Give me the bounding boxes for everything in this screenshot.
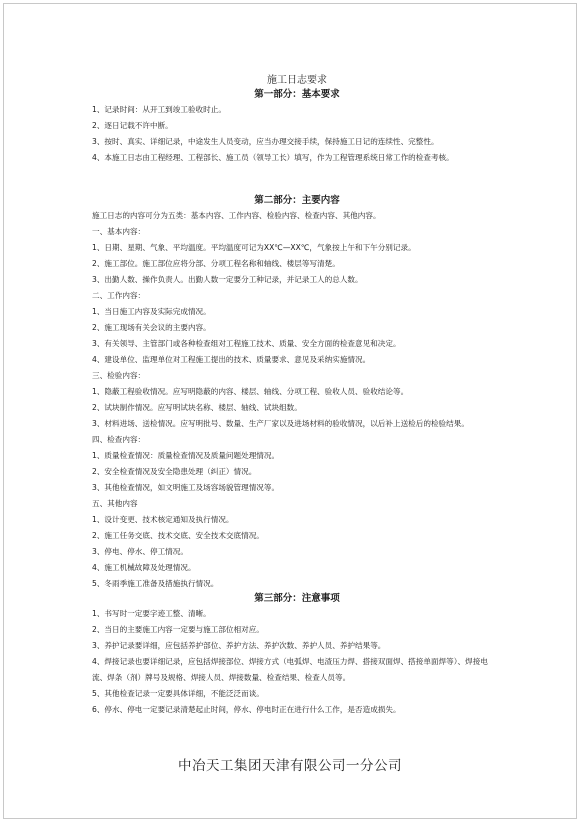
part2-line: 1、质量检查情况：质量检查情况及质量问题处理情况。 (92, 451, 280, 460)
part2-line: 施工日志的内容可分为五类：基本内容、工作内容、检验内容、检查内容、其他内容。 (92, 211, 381, 220)
part2-line: 1、隐蔽工程验收情况。应写明隐蔽的内容、楼层、轴线、分项工程、验收人员、验收结论等。 (92, 387, 409, 396)
part2-line: 3、出勤人数、操作负责人。出勤人数一定要分工种记录，并记录工人的总人数。 (92, 275, 363, 284)
part2-heading: 第二部分：主要内容 (254, 195, 340, 206)
part2-list (92, 208, 502, 592)
part2-line: 1、当日施工内容及实际完成情况。 (92, 307, 211, 316)
part2-line: 2、试块制作情况。应写明试块名称、楼层、轴线、试块组数。 (92, 403, 302, 412)
part1-line: 3、按时、真实、详细记录，中途发生人员变动，应当办理交接手续，保持施工日记的连续性、完整性。 (92, 137, 439, 146)
part1-list (92, 102, 502, 166)
part1-line: 2、逐日记载不许中断。 (92, 121, 173, 130)
part2-line: 一、基本内容： (92, 227, 146, 236)
document-body (92, 74, 502, 718)
part2-line: 4、建设单位、监理单位对工程施工提出的技术、质量要求、意见及采纳实施情况。 (92, 355, 371, 364)
document-page (3, 3, 577, 819)
part2-line: 2、施工部位。施工部位应将分部、分项工程名称和轴线、楼层等写清楚。 (92, 259, 340, 268)
part3-line: 2、当日的主要施工内容一定要与施工部位相对应。 (92, 625, 264, 634)
part2-line: 2、安全检查情况及安全隐患处理（纠正）情况。 (92, 467, 257, 476)
part3-line: 3、养护记录要详细，应包括养护部位、养护方法、养护次数、养护人员、养护结果等。 (92, 641, 386, 650)
part2-line: 3、材料进场、送检情况。应写明批号、数量、生产厂家以及进场材料的验收情况，以后补上送检后的检验结果。 (92, 419, 469, 428)
part2-line: 四、检查内容： (92, 435, 146, 444)
part1-line: 1、记录时间：从开工到竣工验收时止。 (92, 105, 226, 114)
part3-line: 4、焊接记录也要详细记录，应包括焊接部位、焊接方式（电弧焊、电渣压力焊、搭接双面焊、搭接单面焊等）、焊接电流、焊条（剂）牌号及规格、焊接人员、焊接数量、检查结果、检查人员等。 (92, 657, 488, 682)
part2-line: 二、工作内容： (92, 291, 146, 300)
part3-line: 1、书写时一定要字迹工整、清晰。 (92, 609, 211, 618)
company-footer: 中冶天工集团天津有限公司一分公司 (178, 758, 402, 774)
part1-heading: 第一部分：基本要求 (254, 89, 340, 100)
part2-line: 4、施工机械故障及处理情况。 (92, 563, 196, 572)
part2-line: 2、施工任务交底、技术交底、安全技术交底情况。 (92, 531, 264, 540)
part2-line: 五、其他内容 (92, 499, 138, 508)
part2-line: 三、检验内容： (92, 371, 146, 380)
part2-line: 5、冬雨季施工准备及措施执行情况。 (92, 579, 219, 588)
part2-line: 3、其他检查情况，如文明施工及场容场貌管理情况等。 (92, 483, 280, 492)
part2-line: 2、施工现场有关会议的主要内容。 (92, 323, 211, 332)
part2-line: 3、停电、停水、停工情况。 (92, 547, 188, 556)
part3-line: 5、其他检查记录一定要具体详细，不能泛泛而谈。 (92, 689, 264, 698)
part3-line: 6、停水、停电一定要记录清楚起止时间，停水、停电时正在进行什么工作，是否造成损失。 (92, 705, 401, 714)
part2-line: 1、设计变更、技术核定通知及执行情况。 (92, 515, 234, 524)
section-gap (92, 166, 502, 194)
part1-line: 4、本施工日志由工程经理、工程部长、施工员（领导工长）填写，作为工程管理系统日常工作的检查考核。 (92, 153, 454, 162)
part3-list (92, 606, 502, 718)
part2-line: 3、有关领导、主管部门或各种检查组对工程施工技术、质量、安全方面的检查意见和决定。 (92, 339, 401, 348)
part3-heading: 第三部分：注意事项 (254, 593, 340, 604)
part2-line: 1、日期、星期、气象、平均温度。平均温度可记为XX℃—XX℃，气象按上午和下午分别记录。 (92, 243, 416, 252)
document-title: 施工日志要求 (267, 75, 327, 86)
